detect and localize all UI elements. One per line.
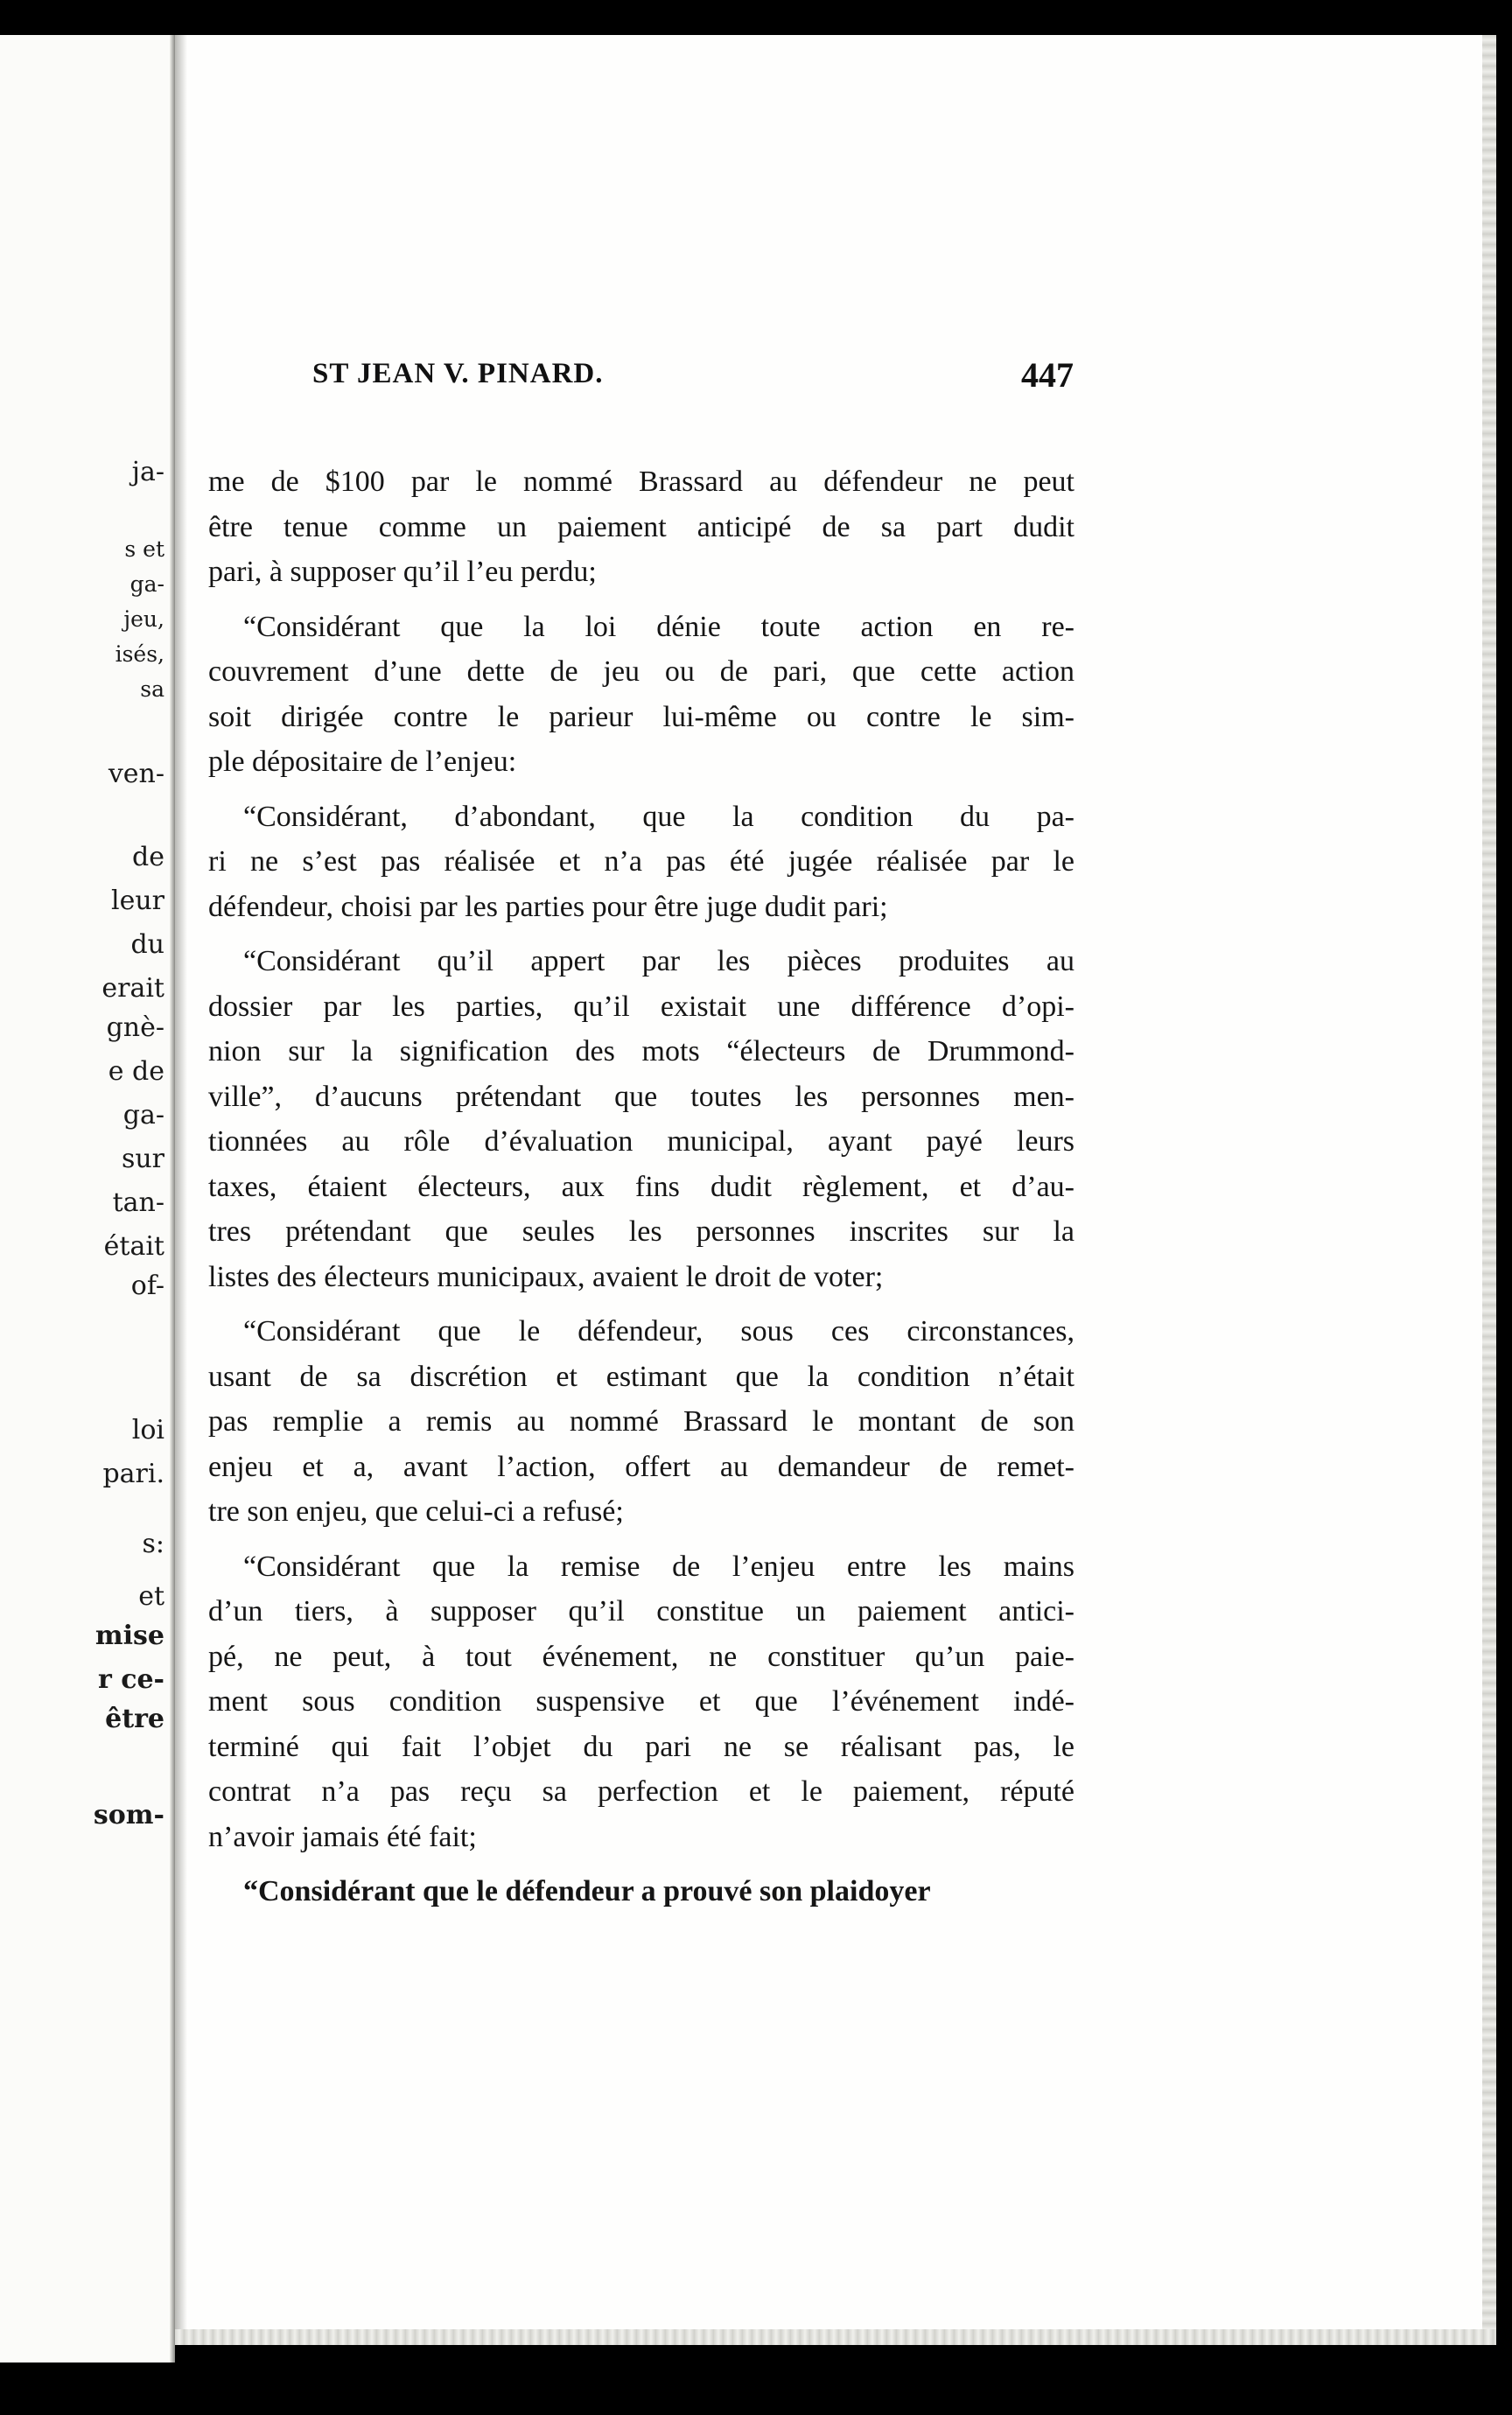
text-line: ple dépositaire de l’enjeu:	[208, 746, 517, 778]
left-page-fragment: som-	[93, 1800, 164, 1830]
text-line: soit dirigée contre le parieur lui-même ou contre le sim-	[208, 700, 1074, 733]
running-head	[312, 354, 1074, 398]
left-page-fragment: du	[130, 929, 164, 960]
text-line: “Considérant que le défendeur a prouvé son plaidoyer	[243, 1875, 931, 1908]
left-page-fragment: s et	[124, 536, 164, 562]
text-line: listes des électeurs municipaux, avaient le droit de voter;	[208, 1260, 884, 1293]
text-line: dossier par les parties, qu’il existait une différence d’opi-	[208, 990, 1074, 1023]
paragraph	[208, 1544, 1074, 1860]
left-page-fragment: of-	[130, 1270, 164, 1301]
text-line: ri ne s’est pas réalisée et n’a pas été jugée réalisée par le	[208, 845, 1074, 878]
paragraph	[208, 939, 1074, 1299]
page-number: 447	[1021, 355, 1074, 395]
left-page-fragment: s:	[142, 1529, 164, 1559]
body-text	[208, 459, 1074, 1914]
text-line: n’avoir jamais été fait;	[208, 1820, 477, 1853]
left-page-fragment: et	[138, 1581, 164, 1612]
left-page-fragment: jeu,	[123, 606, 164, 632]
left-page-fragment: était	[103, 1231, 164, 1262]
left-page-fragment: de	[132, 842, 164, 872]
page-stack-edge-right	[1482, 35, 1496, 2345]
text-line: être tenue comme un paiement anticipé de sa part dudit	[208, 510, 1074, 543]
text-line: taxes, étaient électeurs, aux fins dudit règlement, et d’au-	[208, 1170, 1074, 1203]
left-page-fragment: sa	[140, 676, 164, 702]
text-line: ment sous condition suspensive et que l’événement indé-	[208, 1685, 1074, 1718]
text-line: “Considérant, d’abondant, que la condition du pa-	[243, 800, 1074, 833]
left-page-fragment: e de	[108, 1056, 164, 1087]
text-line: tionnées au rôle d’évaluation municipal, ayant payé leurs	[208, 1125, 1074, 1158]
page-binding-shadow	[175, 35, 187, 2345]
text-line: couvrement d’une dette de jeu ou de pari, que cette action	[208, 655, 1074, 688]
left-page-fragment: mise	[94, 1620, 164, 1651]
left-page-fragment: erait	[102, 973, 164, 1004]
left-page-fragment: ja-	[131, 457, 164, 487]
text-line: contrat n’a pas reçu sa perfection et le paiement, réputé	[208, 1775, 1074, 1808]
left-page-text-fragments	[0, 35, 172, 2362]
left-page-fragment: ga-	[130, 571, 164, 597]
left-page-fragment: tan-	[112, 1187, 164, 1218]
text-line: tre son enjeu, que celui-ci a refusé;	[208, 1495, 624, 1528]
text-line: ville”, d’aucuns prétendant que toutes les personnes men-	[208, 1080, 1074, 1113]
left-page-fragment: ga-	[122, 1100, 164, 1130]
text-line: défendeur, choisi par les parties pour être juge dudit pari;	[208, 890, 888, 923]
text-line: me de $100 par le nommé Brassard au défendeur ne peut	[208, 466, 1074, 498]
text-line: nion sur la signification des mots “électeurs de Drummond-	[208, 1035, 1074, 1068]
left-page-fragment: gnè-	[106, 1012, 164, 1043]
left-facing-page	[0, 35, 175, 2362]
text-line: pari, à supposer qu’il l’eu perdu;	[208, 556, 597, 588]
text-line: “Considérant que le défendeur, sous ces circonstances,	[243, 1315, 1074, 1348]
left-page-fragment: isés,	[115, 641, 164, 667]
text-line: “Considérant que la remise de l’enjeu entre les mains	[243, 1550, 1074, 1583]
text-line: “Considérant que la loi dénie toute action en re-	[243, 610, 1074, 643]
running-title: ST JEAN V. PINARD.	[312, 358, 604, 389]
text-line: tres prétendant que seules les personnes inscrites sur la	[208, 1215, 1074, 1248]
paragraph	[208, 1309, 1074, 1535]
left-page-fragment: être	[105, 1704, 164, 1734]
text-line: “Considérant qu’il appert par les pièces produites au	[243, 945, 1074, 977]
text-line: terminé qui fait l’objet du pari ne se réalisant pas, le	[208, 1730, 1074, 1763]
paragraph	[208, 605, 1074, 785]
text-line: d’un tiers, à supposer qu’il constitue un paiement antici-	[208, 1595, 1074, 1628]
left-page-fragment: ven-	[108, 759, 164, 789]
text-line: pas remplie a remis au nommé Brassard le montant de son	[208, 1405, 1074, 1438]
left-page-fragment: r ce-	[97, 1664, 164, 1695]
paragraph	[208, 1869, 1074, 1914]
left-page-fragment: sur	[121, 1144, 164, 1174]
paragraph	[208, 794, 1074, 930]
left-page-fragment: leur	[110, 886, 164, 916]
text-line: enjeu et a, avant l’action, offert au demandeur de remet-	[208, 1450, 1074, 1483]
page-stack-edge-bottom	[175, 2329, 1496, 2345]
paragraph	[208, 459, 1074, 595]
left-page-fragment: loi	[131, 1415, 164, 1446]
text-line: pé, ne peut, à tout événement, ne constituer qu’un paie-	[208, 1640, 1074, 1673]
text-line: usant de sa discrétion et estimant que la condition n’était	[208, 1360, 1074, 1393]
left-page-fragment: pari.	[102, 1459, 164, 1489]
